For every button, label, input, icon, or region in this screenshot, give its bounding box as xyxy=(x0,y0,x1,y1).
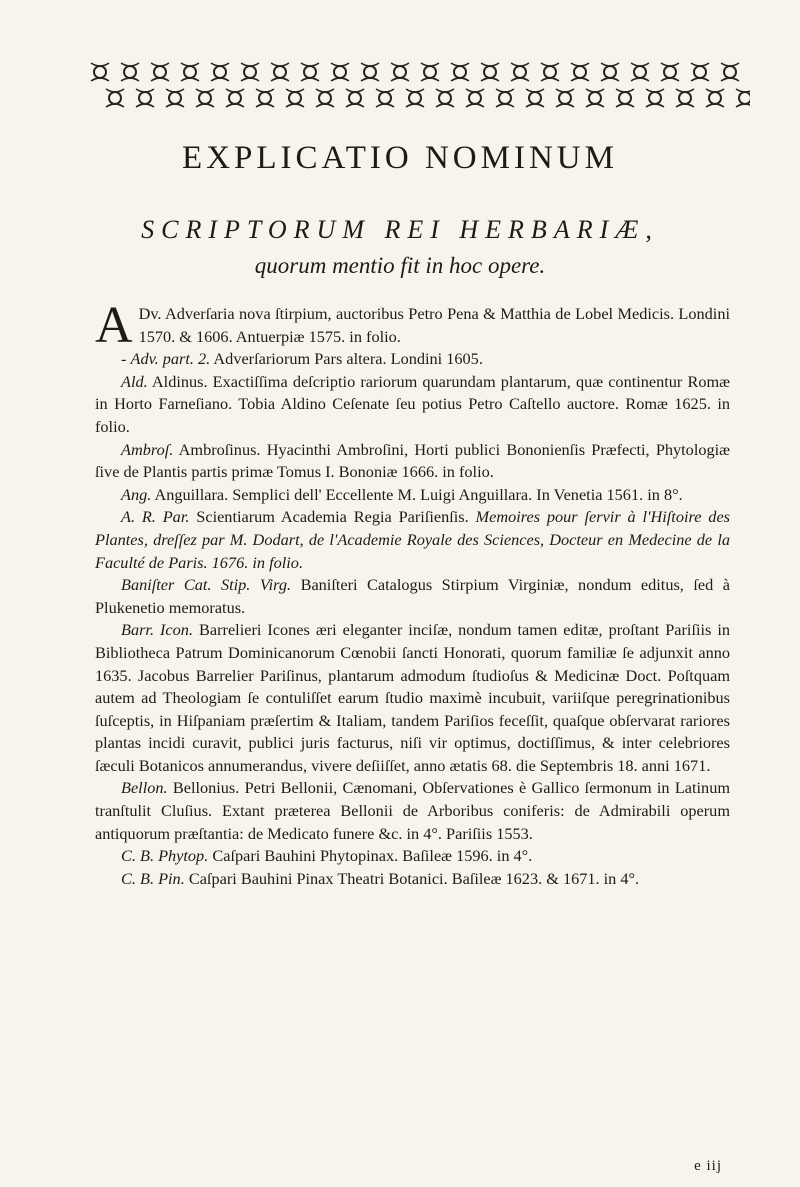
ornament-ring xyxy=(649,92,661,104)
ornament-ring xyxy=(184,66,196,78)
ornament-ring xyxy=(469,92,481,104)
entry-text: Barrelieri Icones æri eleganter inciſæ, nondum tamen editæ, proſtant Pariſiis in Bibliotheca Patrum Dominicanorum Cœnobii ſancti Honorati, quorum familiæ ſe adjunxit anno 1635. Jacobus Barrelier Pariſinus, plantarum admodum ſtudioſus & Medicinæ Doct. Poſtquam autem ad Theologiam ſe contuliſſet earum ſtudio maximè incubuit, variiſque peregrinationibus ſuſceptis, in Hiſpaniam præſertim & Italiam, tandem Pariſios feceſſit, quaſque obſervarat rariores plantas incidi curavit, publici juris facturus, niſi vir optimus, doctiſſimus, & inter celebriores ſæculi Botanicos annumerandus, vivere deſiiſſet, anno ætatis 68. die Septembris 18. anni 1671. xyxy=(95,620,731,775)
ornament-border xyxy=(85,58,750,116)
ornament-ring xyxy=(94,66,106,78)
entry-text: Ambroſinus. Hyacinthi Ambroſini, Horti publici Bononienſis Præfecti, Phytologiæ ſive de Plantis partis primæ Tomus I. Bononiæ 1666. in folio. xyxy=(95,439,731,482)
page-subtitle-2: quorum mentio fit in hoc opere. xyxy=(254,253,546,278)
entry-3 xyxy=(95,439,730,484)
drop-cap: A xyxy=(95,297,133,354)
ornament-ring xyxy=(499,92,511,104)
ornament-ring xyxy=(244,66,256,78)
entry-abbr: Ald. xyxy=(121,371,148,391)
entry-abbr: C. B. Pin. xyxy=(121,868,185,888)
ornament-ring xyxy=(349,92,361,104)
page-title: EXPLICATIO NOMINUM xyxy=(182,140,618,176)
ornament-ring xyxy=(259,92,271,104)
entry-9 xyxy=(95,845,730,868)
entry-abbr: Adv. part. 2. xyxy=(130,349,211,369)
ornament-ring xyxy=(634,66,646,78)
page-subtitle: SCRIPTORUM REI HERBARIÆ, xyxy=(141,215,659,244)
ornament-ring xyxy=(724,66,736,78)
ornament-ring xyxy=(619,92,631,104)
ornament-ring xyxy=(214,66,226,78)
entry-abbr: Ambroſ. xyxy=(121,439,174,459)
entry-6 xyxy=(95,574,730,619)
entry-2 xyxy=(95,371,730,439)
entries-list xyxy=(95,297,731,890)
entry-5 xyxy=(95,506,730,574)
entry-8 xyxy=(95,777,730,845)
entry-italic-text: Memoires pour ſervir à l'Hiſtoire des Plantes, dreſſez par M. Dodart, de l'Academie Royale des Sciences, Docteur en Medecine de la Faculté de Paris. 1676. in folio. xyxy=(95,507,731,572)
ornament-ring xyxy=(394,66,406,78)
ornament-ring xyxy=(424,66,436,78)
entry-text: Caſpari Bauhini Phytopinax. Baſileæ 1596. in 4°. xyxy=(212,846,533,866)
entry-abbr: C. B. Phytop. xyxy=(121,846,209,866)
ornament-ring xyxy=(454,66,466,78)
ornament-ring xyxy=(709,92,721,104)
entry-abbr: Ang. xyxy=(121,484,152,504)
ornament-ring xyxy=(664,66,676,78)
ornament-ring xyxy=(334,66,346,78)
ornament-ring xyxy=(289,92,301,104)
ornament-ring xyxy=(679,92,691,104)
ornament-ring xyxy=(589,92,601,104)
entry-10 xyxy=(95,868,730,891)
entry-abbr: Bellon. xyxy=(121,778,168,798)
entry-text: Caſpari Bauhini Pinax Theatri Botanici. Baſileæ 1623. & 1671. in 4°. xyxy=(188,868,640,888)
entry-1: - Adv. part. 2. Adverſariorum Pars altera. Londini 1605. xyxy=(121,349,483,369)
entry-text: Bellonius. Petri Bellonii, Cænomani, Obſervationes è Gallico ſermonum in Latinum tranſtulit Cluſius. Extant præterea Bellonii de Arboribus coniferis: de Admirabili operum antiquorum præſtantia: de Medicato funere &c. in 4°. Pariſiis 1553. xyxy=(95,778,730,843)
ornament-ring xyxy=(274,66,286,78)
entry-7 xyxy=(95,619,730,777)
ornament-ring xyxy=(544,66,556,78)
entry-text: Adverſariorum Pars altera. Londini 1605. xyxy=(213,349,483,369)
entry-text: Dv. Adverſaria nova ſtirpium, auctoribus Petro Pena & Matthia de Lobel Medicis. Londini 1570. & 1606. Antuerpiæ 1575. in folio. xyxy=(138,304,730,346)
ornament-ring xyxy=(304,66,316,78)
ornament-ring xyxy=(139,92,151,104)
entry-4 xyxy=(95,484,730,507)
ornament-ring xyxy=(379,92,391,104)
entry-text: Scientiarum Academia Regia Pariſienſis. xyxy=(196,507,469,527)
ornament-ring xyxy=(319,92,331,104)
ornament-ring xyxy=(574,66,586,78)
entry-abbr: A. R. Par. xyxy=(121,507,190,527)
ornament-ring xyxy=(409,92,421,104)
entry-abbr: Baniſter Cat. Stip. Virg. xyxy=(121,575,292,595)
entry-text: Baniſteri Catalogus Stirpium Virginiæ, nondum editus, ſed à Plukenetio memoratus. xyxy=(95,575,730,617)
entry-abbr: Barr. Icon. xyxy=(121,620,194,640)
ornament-ring xyxy=(559,92,571,104)
ornament-ring xyxy=(739,92,750,104)
ornament-ring xyxy=(694,66,706,78)
entry-text: Anguillara. Semplici dell' Eccellente M. Luigi Anguillara. In Venetia 1561. in 8°. xyxy=(154,484,683,504)
ornament-ring xyxy=(514,66,526,78)
entry-text: Aldinus. Exactiſſima deſcriptio rariorum quarundam plantarum, quæ continentur Romæ in Horto Farneſiano. Tobia Aldino Ceſenate ſeu potius Petro Caſtello auctore. Romæ 1625. in folio. xyxy=(95,371,730,436)
ornament-ring xyxy=(439,92,451,104)
ornament-ring xyxy=(229,92,241,104)
ornament-ring xyxy=(529,92,541,104)
ornament-ring xyxy=(604,66,616,78)
entry-0 xyxy=(95,297,730,354)
ornament-ring xyxy=(124,66,136,78)
signature-mark: e iij xyxy=(694,1158,722,1174)
ornament-ring xyxy=(484,66,496,78)
ornament-ring xyxy=(364,66,376,78)
ornament-ring xyxy=(154,66,166,78)
ornament-ring xyxy=(109,92,121,104)
ornament-ring xyxy=(199,92,211,104)
ornament-ring xyxy=(169,92,181,104)
